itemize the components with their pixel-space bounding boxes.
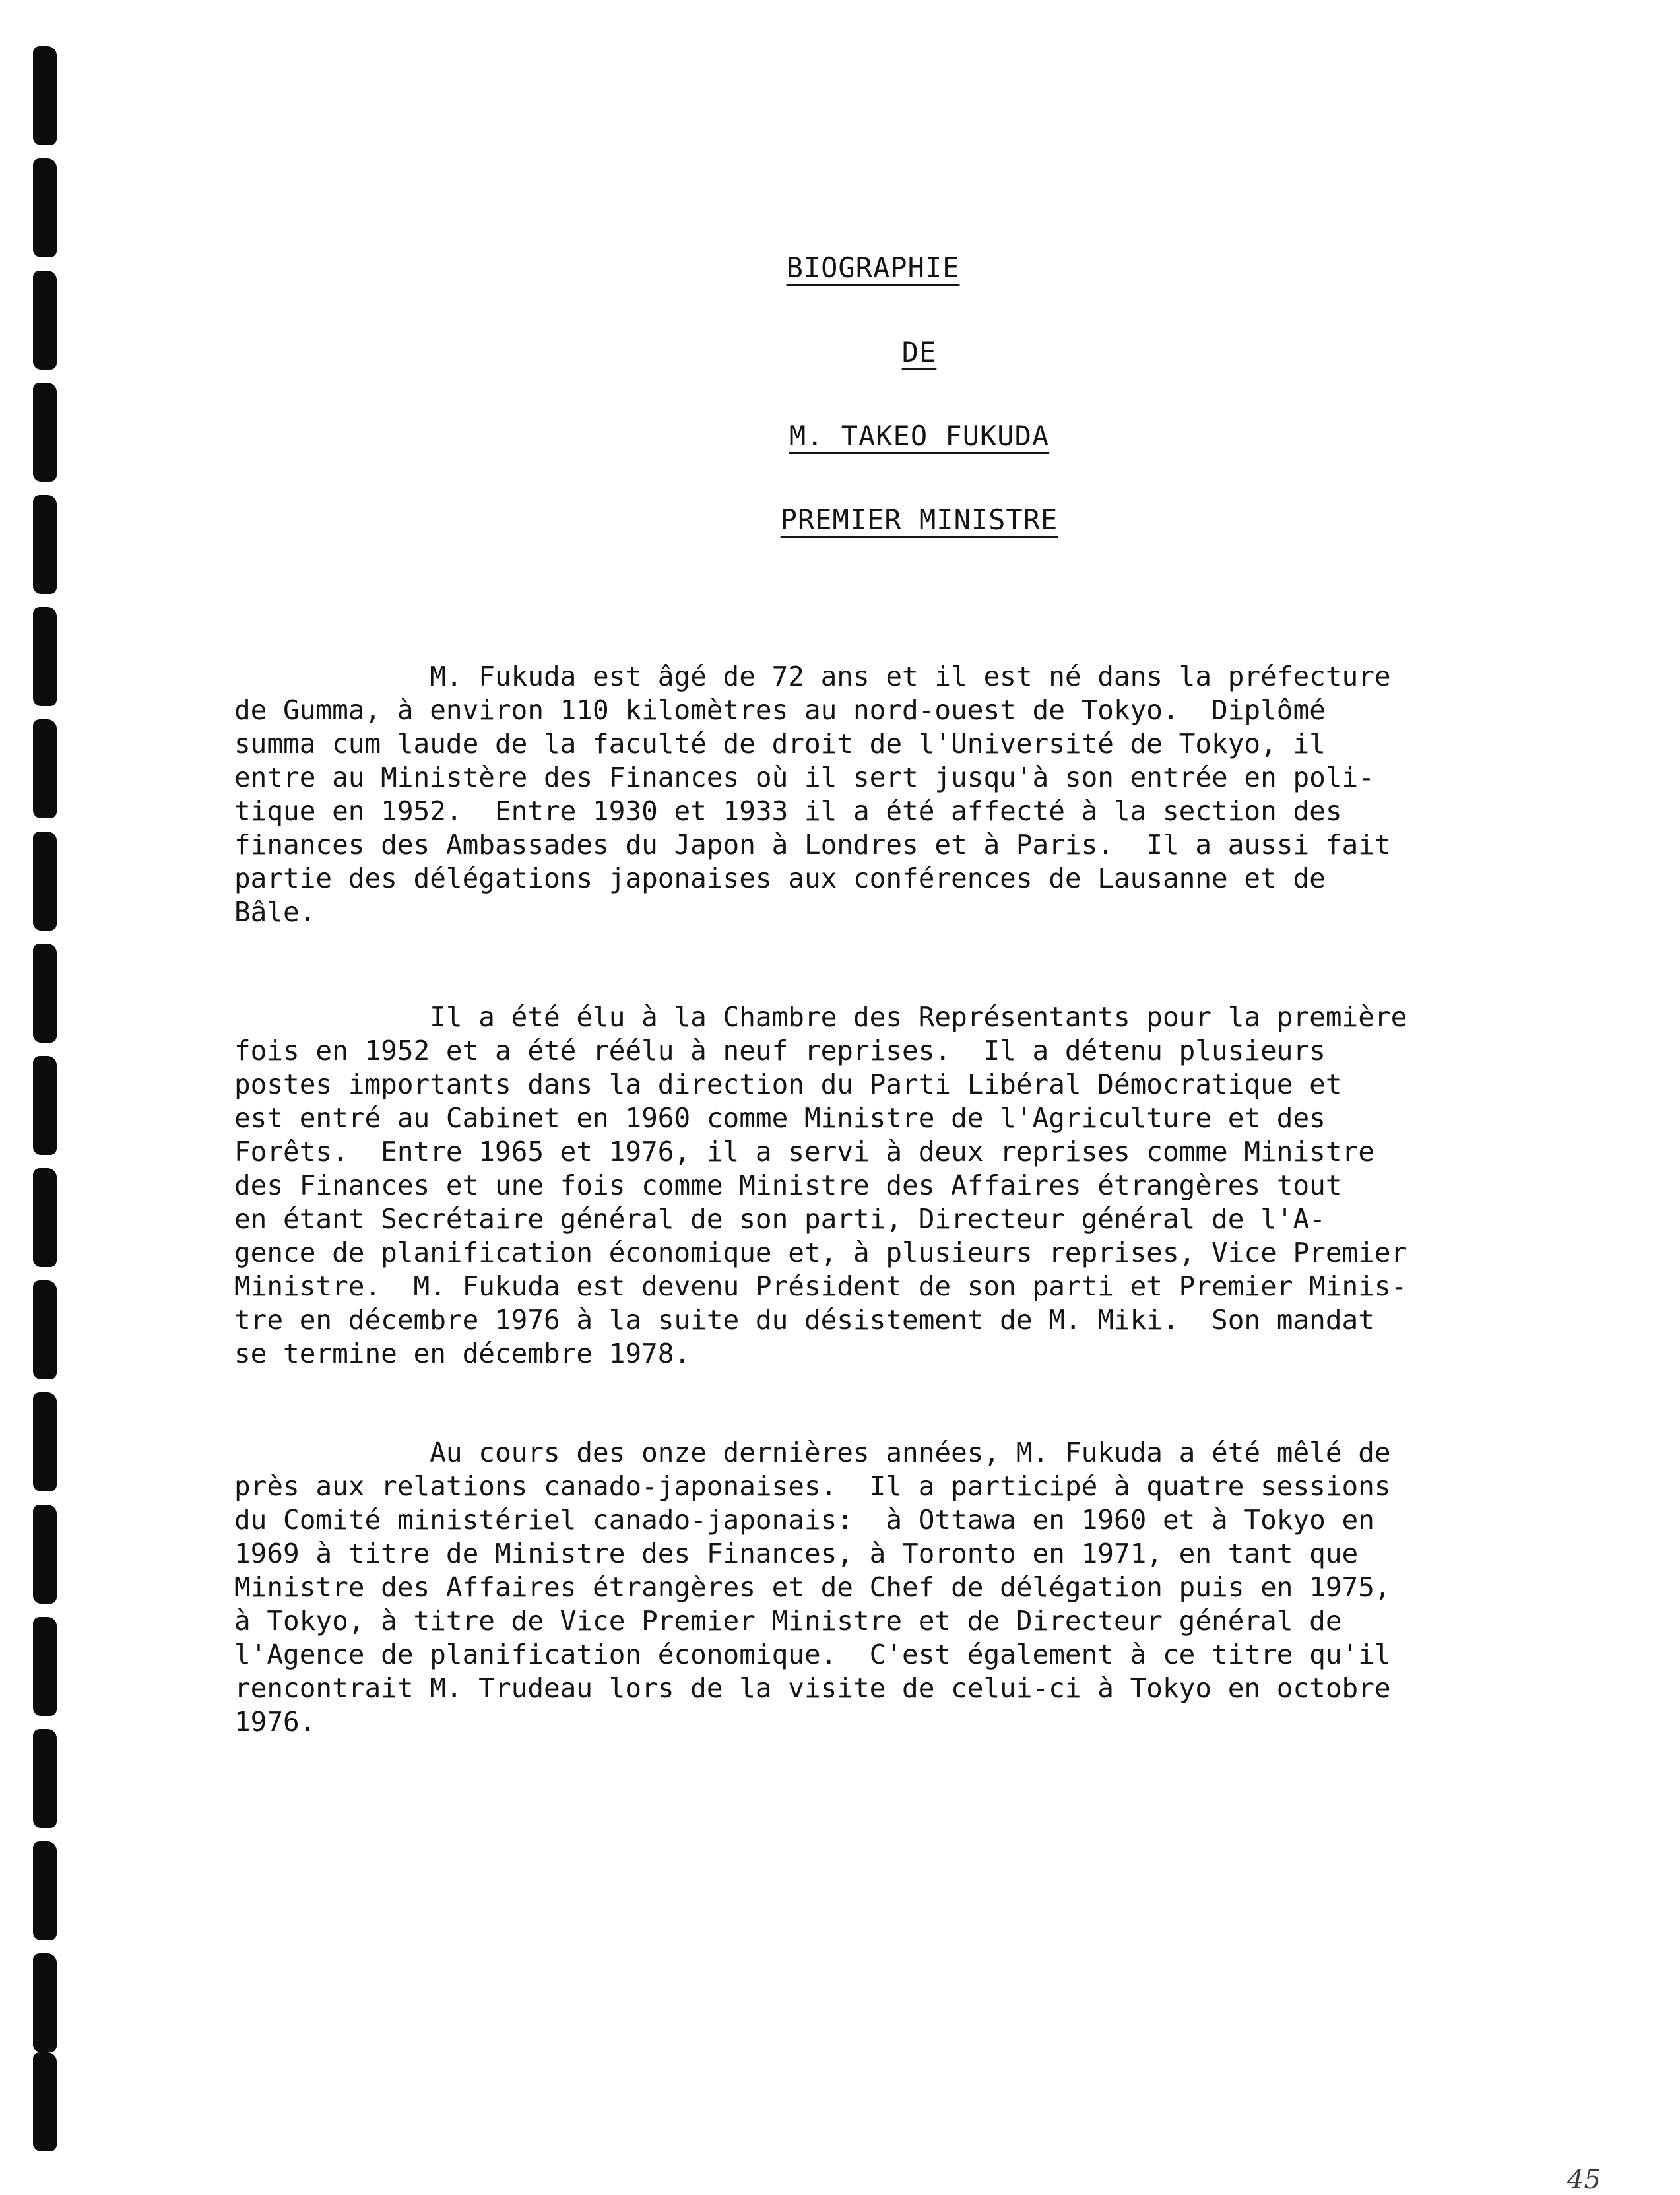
text-line: de Gumma, à environ 110 kilomètres au nord-ouest de Tokyo. Diplômé <box>234 694 1326 726</box>
text-line: du Comité ministériel canado-japonais: à Ottawa en 1960 et à Tokyo en <box>234 1504 1374 1536</box>
text-line: 1969 à titre de Ministre des Finances, à Toronto en 1971, en tant que <box>234 1538 1359 1569</box>
binding-hole <box>33 1168 57 1267</box>
text-line: rencontrait M. Trudeau lors de la visite de celui-ci à Tokyo en octobre <box>234 1672 1391 1704</box>
paragraph-3 <box>234 1436 1442 1739</box>
binding-hole <box>33 944 57 1043</box>
title-line-position: PREMIER MINISTRE <box>780 504 1058 536</box>
binding-hole <box>33 719 57 818</box>
text-line: l'Agence de planification économique. C'est également à ce titre qu'il <box>234 1639 1391 1670</box>
binding-hole <box>33 158 57 257</box>
text-line: postes importants dans la direction du Parti Libéral Démocratique et <box>234 1068 1342 1100</box>
binding-hole <box>33 1056 57 1155</box>
paragraph-1 <box>234 660 1442 929</box>
title-line-biographie: BIOGRAPHIE <box>786 251 960 284</box>
title-line-de: DE <box>901 336 937 368</box>
binding-hole <box>33 1392 57 1491</box>
paragraph-2 <box>234 1000 1442 1371</box>
text-line: Forêts. Entre 1965 et 1976, il a servi à deux reprises comme Ministre <box>234 1136 1374 1167</box>
text-line: Au cours des onze dernières années, M. Fukuda a été mêlé de <box>234 1437 1391 1468</box>
binding-hole <box>33 832 57 931</box>
text-line: près aux relations canado-japonaises. Il a participé à quatre sessions <box>234 1470 1391 1502</box>
text-line: tique en 1952. Entre 1930 et 1933 il a été affecté à la section des <box>234 795 1342 827</box>
binding-hole <box>33 607 57 706</box>
text-line: gence de planification économique et, à plusieurs reprises, Vice Premier <box>234 1237 1407 1268</box>
text-line: Ministre. M. Fukuda est devenu Président de son parti et Premier Minis- <box>234 1270 1407 1302</box>
text-line: entre au Ministère des Finances où il sert jusqu'à son entrée en poli- <box>234 762 1374 793</box>
text-line: fois en 1952 et a été réélu à neuf reprises. Il a détenu plusieurs <box>234 1035 1326 1066</box>
page-number: 45 <box>1567 2165 1601 2195</box>
text-line: partie des délégations japonaises aux conférences de Lausanne et de <box>234 863 1326 894</box>
binding-hole <box>33 46 57 145</box>
text-line: summa cum laude de la faculté de droit de l'Université de Tokyo, il <box>234 728 1326 760</box>
binding-hole <box>33 1953 57 2052</box>
text-line: est entré au Cabinet en 1960 comme Ministre de l'Agriculture et des <box>234 1102 1326 1134</box>
title-line-name: M. TAKEO FUKUDA <box>789 420 1050 452</box>
binding-hole <box>33 1617 57 1716</box>
text-line: se termine en décembre 1978. <box>234 1338 691 1369</box>
text-line: Il a été élu à la Chambre des Représentants pour la première <box>234 1001 1407 1033</box>
text-line: des Finances et une fois comme Ministre des Affaires étrangères tout <box>234 1169 1342 1201</box>
text-line: M. Fukuda est âgé de 72 ans et il est né dans la préfecture <box>234 661 1391 692</box>
text-line: à Tokyo, à titre de Vice Premier Ministre et de Directeur général de <box>234 1605 1342 1637</box>
text-line: finances des Ambassades du Japon à Londres et à Paris. Il a aussi fait <box>234 829 1391 861</box>
binding-hole <box>33 1729 57 1828</box>
text-line: 1976. <box>234 1706 316 1738</box>
text-line: Ministre des Affaires étrangères et de Chef de délégation puis en 1975, <box>234 1571 1391 1603</box>
text-line: en étant Secrétaire général de son parti, Directeur général de l'A- <box>234 1203 1326 1235</box>
text-line: tre en décembre 1976 à la suite du désistement de M. Miki. Son mandat <box>234 1304 1374 1336</box>
binding-hole <box>33 2052 57 2151</box>
binding-hole <box>33 1841 57 1940</box>
binding-hole <box>33 1505 57 1604</box>
binding-hole <box>33 1280 57 1379</box>
text-line: Bâle. <box>234 896 316 928</box>
